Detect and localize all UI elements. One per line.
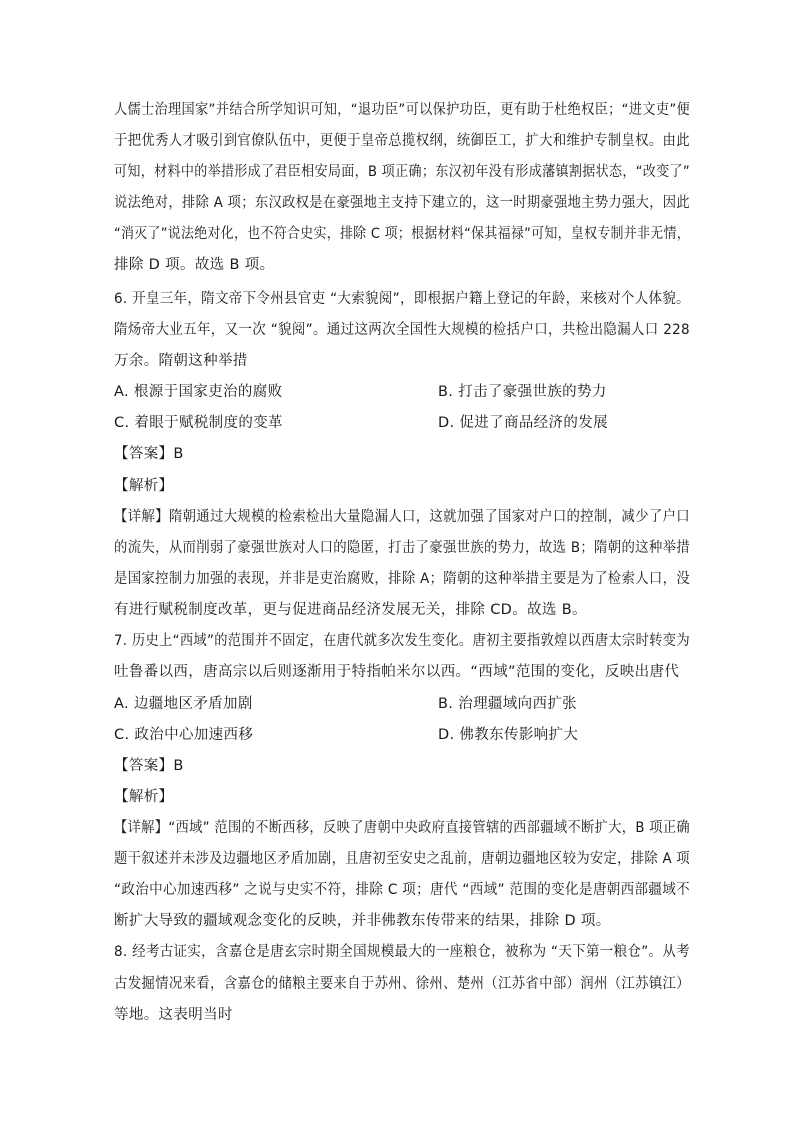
question-6-option-c: C. 着眼于赋税制度的变革 — [114, 415, 283, 431]
question-7-detail-line: “政治中心加速西移” 之说与史实不符，排除 C 项；唐代 “西域” 范围的变化是唐朝西部疆域不 — [114, 882, 690, 898]
question-7-stem-line: 7. 历史上“西域”的范围并不固定，在唐代就多次发生变化。唐初主要指敦煌以西唐太宗时转变为 — [114, 633, 690, 649]
question-7-option-d: D. 佛教东传影响扩大 — [438, 727, 579, 743]
prev-explanation-line: 排除 D 项。故选 B 项。 — [114, 257, 275, 273]
question-6-answer: 【答案】B — [114, 446, 184, 462]
question-6-stem-line: 6. 开皇三年，隋文帝下令州县官吏 “大索貌阅”，即根据户籍上登记的年龄，来核对个人体貌。 — [114, 291, 690, 307]
question-7-detail-line: 【详解】“西域” 范围的不断西移，反映了唐朝中央政府直接管辖的西部疆域不断扩大，B 项正确 — [114, 820, 691, 836]
question-6-detail-line: 有进行赋税制度改革，更与促进商品经济发展无关，排除 CD。故选 B。 — [114, 602, 587, 618]
question-6-option-b: B. 打击了豪强世族的势力 — [438, 384, 607, 400]
question-6-option-a: A. 根源于国家吏治的腐败 — [114, 384, 283, 400]
prev-explanation-line: 说法绝对，排除 A 项；东汉政权是在豪强地主支持下建立的，这一时期豪强地主势力强大，因此 — [114, 195, 691, 211]
question-6-detail-line: 的流失，从而削弱了豪强世族对人口的隐匿，打击了豪强世族的势力，故选 B；隋朝的这种举措 — [114, 540, 690, 556]
question-8-stem-line: 8. 经考古证实，含嘉仓是唐玄宗时期全国规模最大的一座粮仓，被称为 “天下第一粮仓”。从考 — [114, 944, 690, 960]
question-6-detail-line: 【详解】隋朝通过大规模的检索检出大量隐漏人口，这就加强了国家对户口的控制，减少了户口 — [114, 509, 690, 525]
question-7-option-c: C. 政治中心加速西移 — [114, 727, 254, 743]
prev-explanation-line: 人儒士治理国家”并结合所学知识可知，“退功臣”可以保护功臣，更有助于杜绝权臣；“进文吏”便 — [114, 102, 690, 118]
question-6-detail-line: 是国家控制力加强的表现，并非是吏治腐败，排除 A；隋朝的这种举措主要是为了检索人口，没 — [114, 571, 691, 587]
question-6-stem-line: 万余。隋朝这种举措 — [114, 353, 248, 369]
question-6-stem-line: 隋炀帝大业五年，又一次 “貌阅”。通过这两次全国性大规模的检括户口，共检出隐漏人口 228 — [114, 322, 690, 338]
question-7-stem-line: 吐鲁番以西，唐高宗以后则逐渐用于特指帕米尔以西。“西域”范围的变化，反映出唐代 — [114, 664, 680, 680]
question-7-option-b: B. 治理疆域向西扩张 — [438, 696, 578, 712]
question-8-stem-line: 等地。这表明当时 — [114, 1007, 233, 1023]
question-6-analysis-label: 【解析】 — [114, 478, 174, 494]
question-7-detail-line: 断扩大导致的疆域观念变化的反映，并非佛教东传带来的结果，排除 D 项。 — [114, 913, 611, 929]
question-7-analysis-label: 【解析】 — [114, 789, 174, 805]
question-7-option-a: A. 边疆地区矛盾加剧 — [114, 696, 253, 712]
prev-explanation-line: “消灭了”说法绝对化，也不符合史实，排除 C 项；根据材料“保其福禄”可知，皇权专制并非无情， — [114, 226, 691, 242]
prev-explanation-line: 可知，材料中的举措形成了君臣相安局面，B 项正确；东汉初年没有形成藩镇割据状态，“改变了” — [114, 164, 690, 180]
question-6-option-d: D. 促进了商品经济的发展 — [438, 415, 608, 431]
question-8-stem-line: 古发掘情况来看，含嘉仓的储粮主要来自于苏州、徐州、楚州（江苏省中部）润州（江苏镇江） — [114, 976, 690, 992]
question-7-answer: 【答案】B — [114, 758, 184, 774]
question-7-detail-line: 题干叙述并未涉及边疆地区矛盾加剧，且唐初至安史之乱前，唐朝边疆地区较为安定，排除 A 项 — [114, 851, 691, 867]
prev-explanation-line: 于把优秀人才吸引到官僚队伍中，更便于皇帝总揽权纲，统御臣工，扩大和维护专制皇权。由此 — [114, 133, 690, 149]
